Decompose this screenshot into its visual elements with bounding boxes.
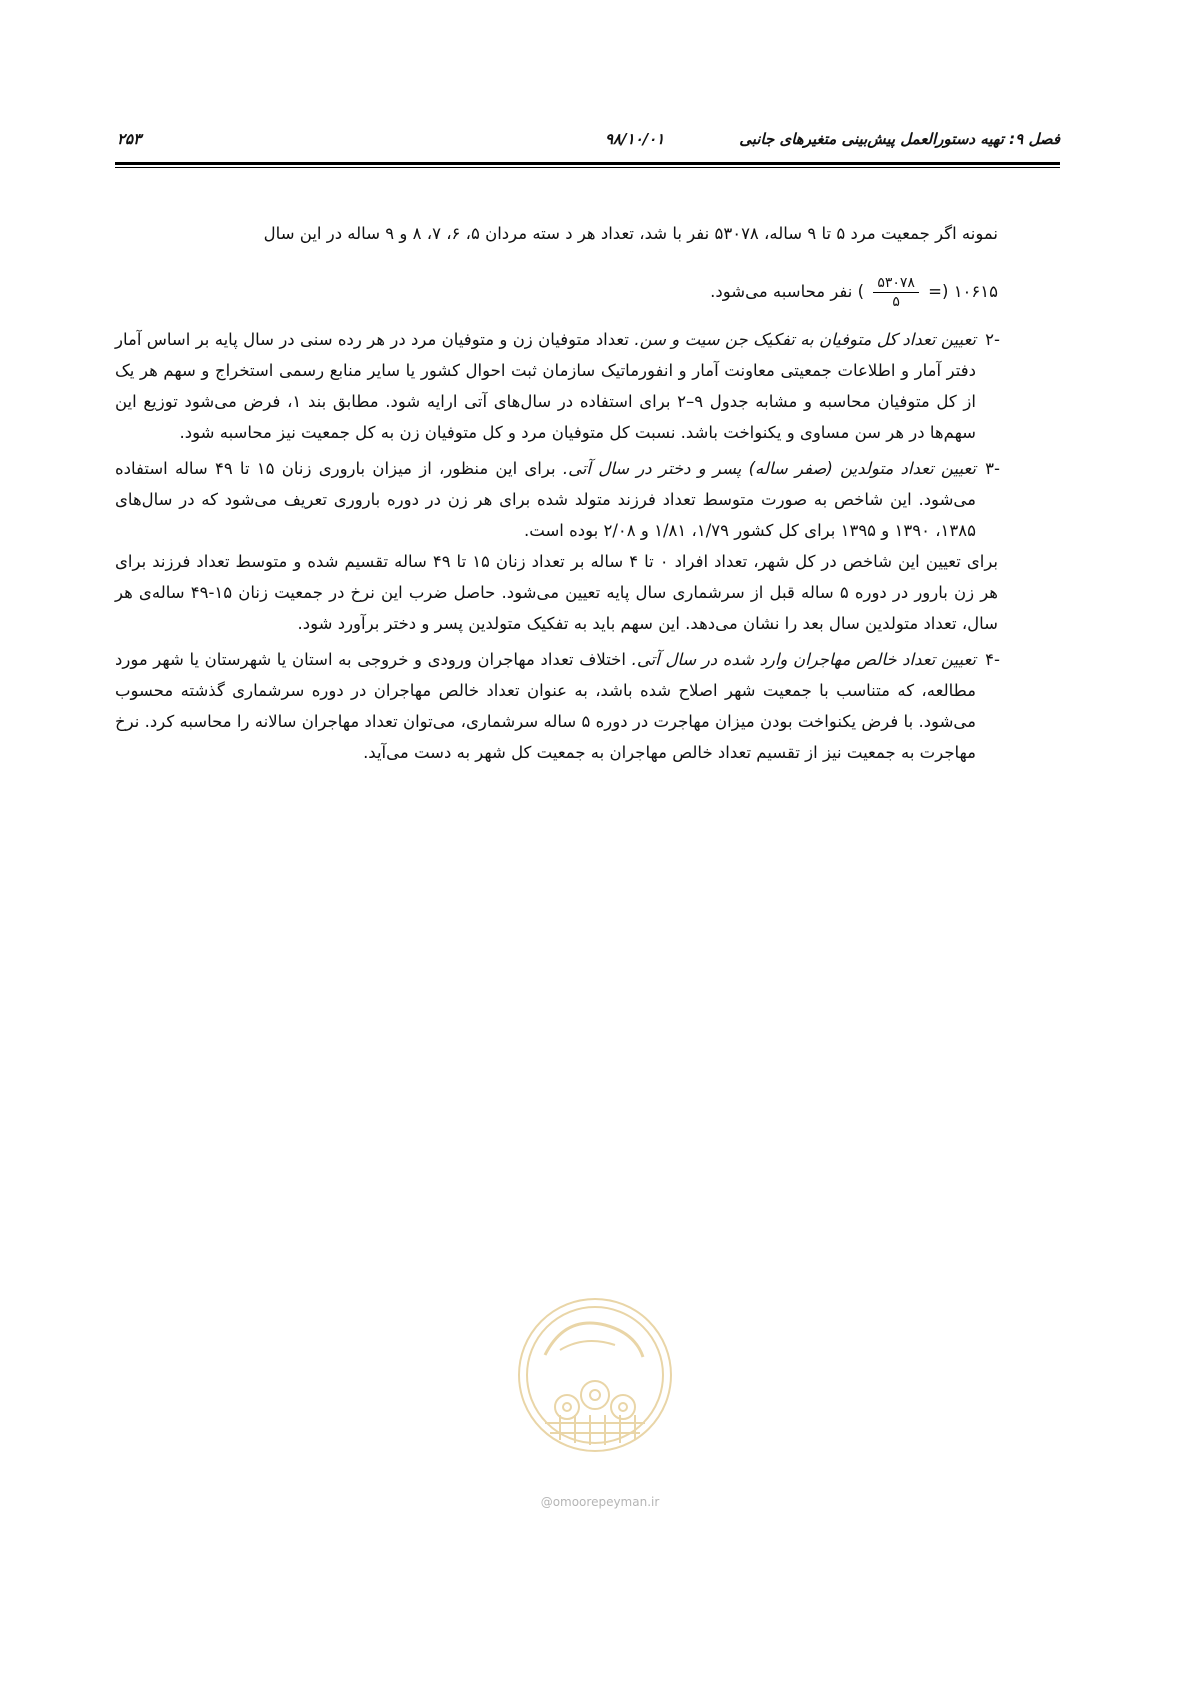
list-item — [115, 644, 998, 768]
formula-result: ۱۰۶۱۵ — [953, 282, 998, 301]
header-rule-thin — [115, 167, 1060, 168]
watermark-site: @omoorepeyman.ir — [540, 1495, 660, 1509]
item-text: اختلاف تعداد مهاجران ورودی و خروجی به استان یا شهرستان یا شهر مورد مطالعه، که متناسب با جمعیت شهر اصلاح شده باشد، به عنوان تعداد خالص مهاجران در دوره سرشماری گذشته محسوب می‌شود. با فرض یکنواخت بودن میزان مهاجرت در دوره ۵ ساله سرشماری، می‌توان تعداد مهاجران سالانه را محاسبه کرد. نرخ مهاجرت به جمعیت نیز از تقسیم تعداد خالص مهاجران به جمعیت کل شهر به دست می‌آید. — [115, 650, 976, 762]
body-text — [115, 218, 998, 768]
header-rule-thick — [115, 162, 1060, 165]
page-header — [115, 128, 1060, 168]
item-number: -۲ — [985, 330, 1000, 349]
paragraph: برای تعیین این شاخص در کل شهر، تعداد افراد ۰ تا ۴ ساله بر تعداد زنان ۱۵ تا ۴۹ ساله تقسیم شده و متوسط تعداد فرزند برای هر زن بارور در دوره ۵ ساله قبل از سرشماری سال پایه تعیین می‌شود. حاصل ضرب این نرخ در جمعیت زنان ۱۵-۴۹ ساله‌ی هر سال، تعداد متولدین سال بعد را نشان می‌دهد. این سهم باید به تفکیک متولدین پسر و دختر برآورد شود. — [115, 552, 999, 633]
watermark-logo-icon — [515, 1295, 675, 1455]
intro-line: نمونه اگر جمعیت مرد ۵ تا ۹ ساله، ۵۳۰۷۸ نفر با شد، تعداد هر د سته مردان ۵، ۶، ۷، ۸ و ۹ ساله در این سال — [263, 224, 998, 243]
item-text: تعداد متوفیان زن و متوفیان مرد در هر رده سنی در سال پایه بر اساس آمار دفتر آمار و اطلاعات جمعیتی معاونت آمار و انفورماتیک سازمان ثبت احوال کشور یا سایر منابع رسمی استخراج و سهم هر یک از کل متوفیان محاسبه و مشابه جدول ۹–۲ برای استفاده در سال‌های آتی ارایه شود. مطابق بند ۱، فرض می‌شود توزیع این سهم‌ها در هر سن مساوی و یکنواخت باشد. نسبت کل متوفیان مرد و کل متوفیان زن به کل جمعیت نیز محاسبه شود. — [115, 330, 976, 442]
list-item — [115, 324, 998, 448]
at-icon: @ — [540, 1495, 553, 1509]
formula-open: (= — [928, 282, 949, 301]
fraction-numerator: ۵۳۰۷۸ — [873, 274, 919, 293]
page-number: ۲۵۳ — [117, 130, 142, 148]
header-date: ۹۸/۱۰/۰۱ — [605, 130, 665, 148]
item-heading: تعیین تعداد خالص مهاجران وارد شده در سال آتی. — [631, 650, 976, 669]
item-heading: تعیین تعداد متولدین (صفر ساله) پسر و دختر در سال آتی. — [562, 459, 976, 478]
formula-line — [115, 251, 998, 319]
formula-tail: ) نفر محاسبه می‌شود. — [710, 282, 865, 301]
item-heading: تعیین تعداد کل متوفیان به تفکیک جن سیت و سن. — [634, 330, 976, 349]
chapter-title: فصل ۹: تهیه دستورالعمل پیش‌بینی متغیرهای جانبی — [739, 130, 1060, 148]
item-text: برای این منظور، از میزان باروری زنان ۱۵ تا ۴۹ ساله استفاده می‌شود. این شاخص به صورت متوسط تعداد فرزند متولد شده برای هر زن در دوره باروری تعریف می‌شود که در سال‌های ۱۳۸۵، ۱۳۹۰ و ۱۳۹۵ برای کل کشور ۱/۷۹، ۱/۸۱ و ۲/۰۸ بوده است. — [115, 459, 976, 540]
item-number: -۴ — [985, 650, 1000, 669]
list-item — [115, 453, 998, 546]
fraction-denominator: ۵ — [892, 294, 900, 310]
formula-fraction — [873, 274, 919, 311]
item-number: -۳ — [985, 459, 1000, 478]
